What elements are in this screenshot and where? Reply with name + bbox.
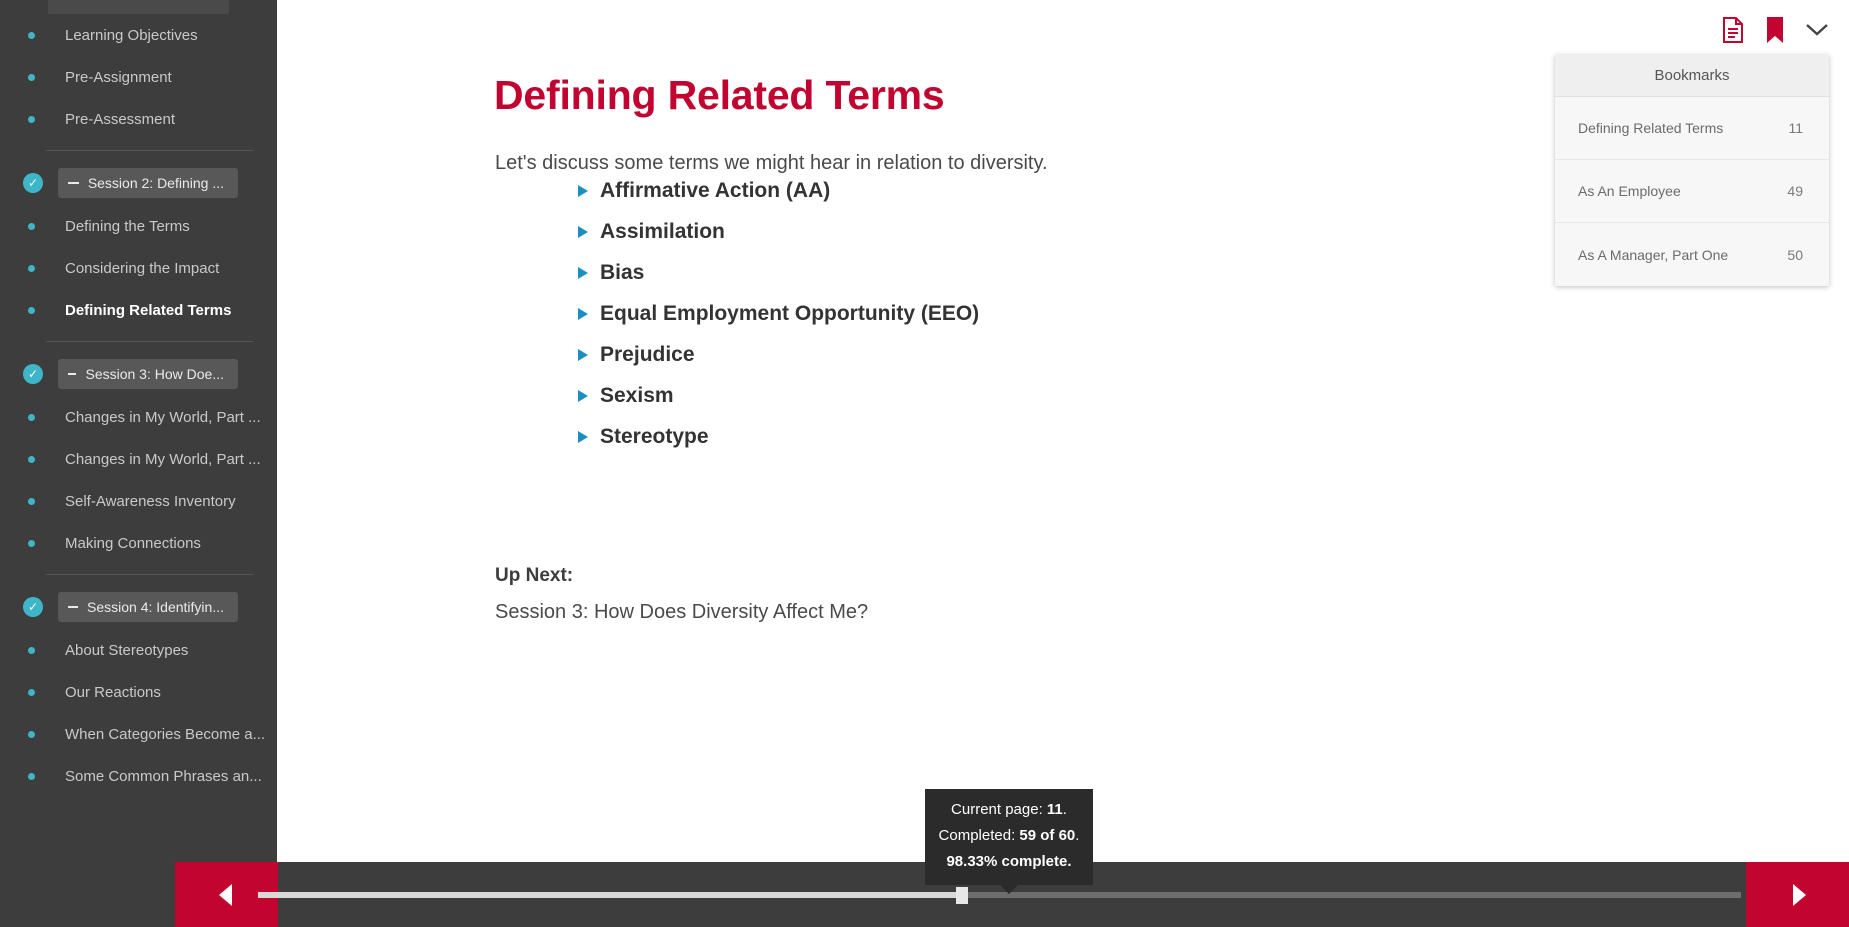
term-list-item[interactable] bbox=[495, 252, 979, 293]
triangle-bullet-icon bbox=[578, 349, 588, 361]
term-label: Prejudice bbox=[600, 342, 695, 366]
sidebar-divider bbox=[46, 341, 253, 342]
bookmark-page-number: 50 bbox=[1787, 246, 1803, 263]
sidebar-topic-item[interactable] bbox=[0, 522, 277, 564]
sidebar-topic-label: About Stereotypes bbox=[65, 641, 189, 659]
notes-icon[interactable] bbox=[1721, 17, 1745, 43]
triangle-bullet-icon bbox=[578, 431, 588, 443]
triangle-bullet-icon bbox=[578, 185, 588, 197]
sidebar-topic-item[interactable] bbox=[0, 629, 277, 671]
page-title: Defining Related Terms bbox=[494, 72, 945, 119]
content-toolbar[interactable] bbox=[1721, 16, 1829, 44]
check-circle-icon: ✓ bbox=[23, 597, 43, 617]
sidebar-divider bbox=[46, 574, 253, 575]
bullet-icon bbox=[28, 265, 35, 272]
tooltip-current-page-prefix: Current page: bbox=[951, 801, 1047, 818]
bookmark-page-number: 49 bbox=[1787, 183, 1803, 199]
bullet-icon bbox=[28, 74, 35, 81]
tooltip-percent-value: 98.33% bbox=[946, 853, 998, 870]
next-page-button[interactable] bbox=[1746, 862, 1849, 927]
term-list-item[interactable] bbox=[495, 170, 979, 211]
bullet-icon bbox=[28, 414, 35, 421]
sidebar-topic-label: Our Reactions bbox=[65, 683, 161, 701]
triangle-bullet-icon bbox=[578, 390, 588, 402]
sidebar-topic-label: Changes in My World, Part ... bbox=[65, 408, 261, 426]
progress-tooltip bbox=[925, 789, 1093, 885]
bullet-icon bbox=[28, 456, 35, 463]
sidebar-topic-label: Defining Related Terms bbox=[65, 301, 232, 319]
sidebar-item-list bbox=[0, 14, 277, 797]
sidebar-topic-item[interactable] bbox=[0, 396, 277, 438]
bullet-icon bbox=[28, 307, 35, 314]
up-next-label: Up Next: bbox=[495, 565, 574, 586]
bullet-icon bbox=[28, 689, 35, 696]
sidebar-topic-item[interactable] bbox=[0, 755, 277, 797]
triangle-bullet-icon bbox=[578, 267, 588, 279]
bookmark-label: Defining Related Terms bbox=[1578, 120, 1724, 136]
sidebar-topic-label: Defining the Terms bbox=[65, 217, 190, 235]
bullet-icon bbox=[28, 540, 35, 547]
tooltip-arrow bbox=[1000, 885, 1018, 894]
sidebar-top-partial-item bbox=[48, 0, 229, 14]
term-label: Stereotype bbox=[600, 424, 709, 448]
bullet-icon bbox=[28, 223, 35, 230]
bookmarks-panel-title: Bookmarks bbox=[1555, 55, 1829, 97]
sidebar-topic-item[interactable] bbox=[0, 98, 277, 140]
sidebar-topic-item[interactable] bbox=[0, 205, 277, 247]
collapse-dash-icon bbox=[68, 373, 76, 375]
term-list-item[interactable] bbox=[495, 334, 979, 375]
sidebar-topic-label: Pre-Assessment bbox=[65, 110, 176, 128]
sidebar-topic-item[interactable] bbox=[0, 713, 277, 755]
bullet-icon bbox=[28, 498, 35, 505]
bullet-icon bbox=[28, 32, 35, 39]
chevron-down-icon[interactable] bbox=[1805, 22, 1829, 38]
sidebar-topic-item[interactable] bbox=[0, 56, 277, 98]
bookmark-label: As An Employee bbox=[1578, 183, 1681, 199]
term-list bbox=[495, 170, 979, 457]
term-label: Bias bbox=[600, 260, 645, 284]
sidebar-topic-item[interactable] bbox=[0, 14, 277, 56]
sidebar-topic-label: Some Common Phrases an... bbox=[65, 767, 262, 785]
sidebar-topic-item[interactable] bbox=[0, 671, 277, 713]
bookmarks-list bbox=[1555, 97, 1829, 286]
sidebar-topic-label: Pre-Assignment bbox=[65, 68, 172, 86]
bullet-icon bbox=[28, 731, 35, 738]
sidebar-session-toggle[interactable] bbox=[58, 168, 238, 198]
course-outline-sidebar[interactable] bbox=[0, 0, 277, 862]
tooltip-line-percent bbox=[935, 849, 1083, 875]
term-label: Equal Employment Opportunity (EEO) bbox=[600, 301, 980, 325]
sidebar-session-row[interactable] bbox=[0, 352, 277, 396]
bookmark-row[interactable] bbox=[1555, 160, 1829, 223]
sidebar-topic-label: Making Connections bbox=[65, 534, 201, 552]
progress-scrubber-handle[interactable] bbox=[956, 887, 968, 904]
bookmark-icon[interactable] bbox=[1765, 16, 1785, 44]
sidebar-topic-label: Considering the Impact bbox=[65, 259, 220, 277]
arrow-left-icon bbox=[212, 880, 242, 910]
triangle-bullet-icon bbox=[578, 308, 588, 320]
tooltip-current-page-value: 11 bbox=[1046, 801, 1063, 818]
bookmark-page-number: 11 bbox=[1788, 120, 1803, 136]
term-list-item[interactable] bbox=[495, 375, 979, 416]
sidebar-session-toggle[interactable] bbox=[58, 359, 238, 389]
sidebar-topic-label: Self-Awareness Inventory bbox=[65, 492, 236, 510]
term-label: Assimilation bbox=[600, 219, 725, 243]
term-list-item[interactable] bbox=[495, 211, 979, 252]
check-circle-icon: ✓ bbox=[23, 364, 43, 384]
tooltip-completed-suffix: . bbox=[1075, 827, 1080, 844]
term-list-item[interactable] bbox=[495, 416, 979, 457]
sidebar-topic-label: When Categories Become a... bbox=[65, 725, 266, 743]
sidebar-session-row[interactable] bbox=[0, 585, 277, 629]
bookmark-row[interactable] bbox=[1555, 97, 1829, 160]
arrow-right-icon bbox=[1783, 880, 1813, 910]
sidebar-session-label: Session 4: Identifyin... bbox=[87, 599, 224, 615]
tooltip-completed-value: 59 of 60 bbox=[1019, 827, 1076, 844]
up-next-value: Session 3: How Does Diversity Affect Me? bbox=[495, 601, 869, 623]
tooltip-current-page-suffix: . bbox=[1062, 801, 1067, 818]
sidebar-session-toggle[interactable] bbox=[58, 592, 238, 622]
collapse-dash-icon bbox=[68, 606, 78, 608]
sidebar-topic-item[interactable] bbox=[0, 289, 277, 331]
sidebar-topic-label: Learning Objectives bbox=[65, 26, 198, 44]
tooltip-line-completed bbox=[935, 823, 1083, 849]
check-circle-icon: ✓ bbox=[23, 173, 43, 193]
term-label: Affirmative Action (AA) bbox=[600, 178, 831, 202]
intro-paragraph: Let's discuss some terms we might hear in relation to diversity. bbox=[495, 152, 1048, 174]
triangle-bullet-icon bbox=[578, 226, 588, 238]
term-list-item[interactable] bbox=[495, 293, 979, 334]
bookmark-row[interactable] bbox=[1555, 223, 1829, 286]
bullet-icon bbox=[28, 647, 35, 654]
bookmark-label: As A Manager, Part One bbox=[1578, 246, 1729, 263]
tooltip-line-current-page bbox=[935, 797, 1083, 823]
tooltip-completed-prefix: Completed: bbox=[938, 827, 1020, 844]
tooltip-percent-suffix: complete. bbox=[997, 853, 1072, 870]
term-label: Sexism bbox=[600, 383, 674, 407]
bullet-icon bbox=[28, 116, 35, 123]
sidebar-topic-item[interactable] bbox=[0, 247, 277, 289]
sidebar-topic-label: Changes in My World, Part ... bbox=[65, 450, 261, 468]
bullet-icon bbox=[28, 773, 35, 780]
sidebar-topic-item[interactable] bbox=[0, 438, 277, 480]
progress-scrubber-fill bbox=[258, 892, 962, 898]
collapse-dash-icon bbox=[68, 182, 79, 184]
sidebar-session-label: Session 3: How Doe... bbox=[85, 366, 224, 382]
sidebar-divider bbox=[46, 150, 253, 151]
sidebar-session-row[interactable] bbox=[0, 161, 277, 205]
sidebar-topic-item[interactable] bbox=[0, 480, 277, 522]
bookmarks-panel[interactable] bbox=[1555, 55, 1829, 286]
sidebar-session-label: Session 2: Defining ... bbox=[87, 175, 224, 191]
